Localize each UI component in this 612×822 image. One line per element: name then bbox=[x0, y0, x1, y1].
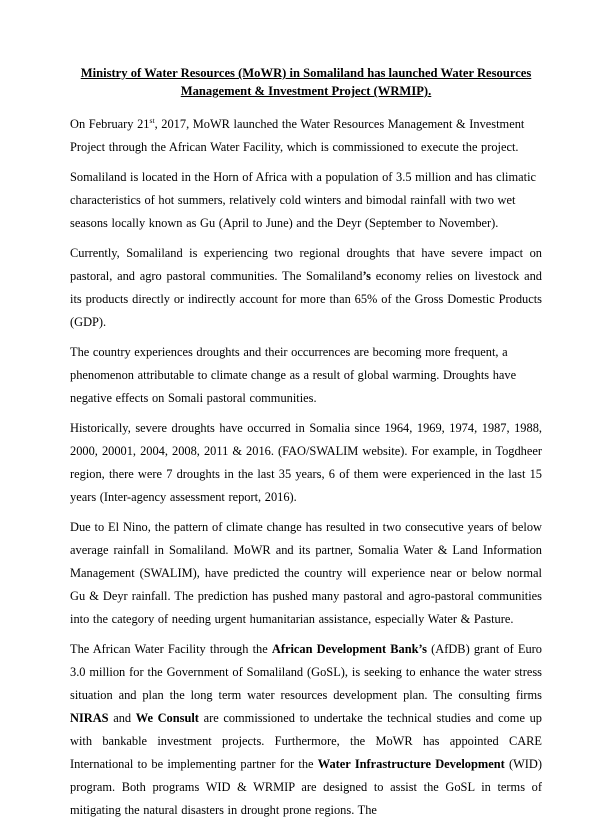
text-run: economy relies on livestock and its products directly or indirectly account for more than 65% of the Gross Domestic Products (GDP). bbox=[70, 269, 543, 329]
text-run: are commissioned to undertake the technical studies and come up with bankable investment projects. Furthermore, the MoWR has appointed CARE International to be implementing partner for the bbox=[70, 711, 542, 771]
text-run: African Development Bank’s bbox=[271, 642, 428, 656]
text-run: Historically, severe droughts have occurred in Somalia since 1964, 1969, 1974, 1987, 1988, 2000, 20001, 2004, 2008, 2011 & 2016. (FAO/SWALIM website). For example, in Togdheer region, there were 7 droughts in the last 35 years, 6 of them were experienced in the last 15 years (Inter-agency assessment report, 2016). bbox=[70, 421, 542, 504]
text-run: , 2017, MoWR launched the Water Resources Management & Investment Project through the African Water Facility, which is commissioned to execute the project. bbox=[70, 117, 525, 154]
text-run: (WID) program. Both programs WID & WRMIP are designed to assist the GoSL in terms of mitigating the natural disasters in drought prone regions. The bbox=[70, 757, 542, 817]
text-run: The African Water Facility through the bbox=[70, 642, 272, 656]
text-run: NIRAS bbox=[70, 711, 109, 725]
text-run: The country experiences droughts and their occurrences are becoming more frequent, a phenomenon attributable to climate change as a result of global warming. Droughts have negative effects on Somali pastoral communities. bbox=[70, 345, 517, 405]
text-run: Due to El Nino, the pattern of climate change has resulted in two consecutive years of below average rainfall in Somaliland. MoWR and its partner, Somalia Water & Land Information Management (SWALIM), have predicted the country will experience near or below normal Gu & Deyr rainfall. The prediction has pushed many pastoral and agro-pastoral communities into the category of needing urgent humanitarian assistance, especially Water & Pasture. bbox=[70, 520, 542, 626]
paragraph bbox=[70, 113, 542, 159]
text-run: (AfDB) grant of Euro 3.0 million for the Government of Somaliland (GoSL), is seeking to enhance the water stress situation and plan the long term water resources development plan. The consulting firms bbox=[70, 642, 542, 702]
text-run: Currently, Somaliland is experiencing two regional droughts that have severe impact on pastoral, and agro pastoral communities. The Somaliland bbox=[70, 246, 542, 283]
paragraph bbox=[70, 516, 542, 631]
paragraph bbox=[70, 417, 542, 509]
document-title: Ministry of Water Resources (MoWR) in Somaliland has launched Water Resources Management & Investment Project (WRMIP). bbox=[80, 66, 532, 98]
document-body bbox=[70, 113, 542, 822]
paragraph bbox=[70, 341, 542, 410]
text-run: Somaliland is located in the Horn of Africa with a population of 3.5 million and has climatic characteristics of hot summers, relatively cold winters and bimodal rainfall with two wet seasons locally known as Gu (April to June) and the Deyr (September to November). bbox=[70, 170, 537, 230]
paragraph bbox=[70, 242, 542, 334]
text-run: ’s bbox=[362, 269, 372, 283]
paragraph bbox=[70, 638, 542, 822]
text-run: Water Infrastructure Development bbox=[317, 757, 505, 771]
text-run: and bbox=[108, 711, 136, 725]
text-run: On February 21 bbox=[70, 117, 150, 131]
text-run: We Consult bbox=[135, 711, 199, 725]
paragraph bbox=[70, 166, 542, 235]
text-run: st bbox=[149, 115, 155, 125]
